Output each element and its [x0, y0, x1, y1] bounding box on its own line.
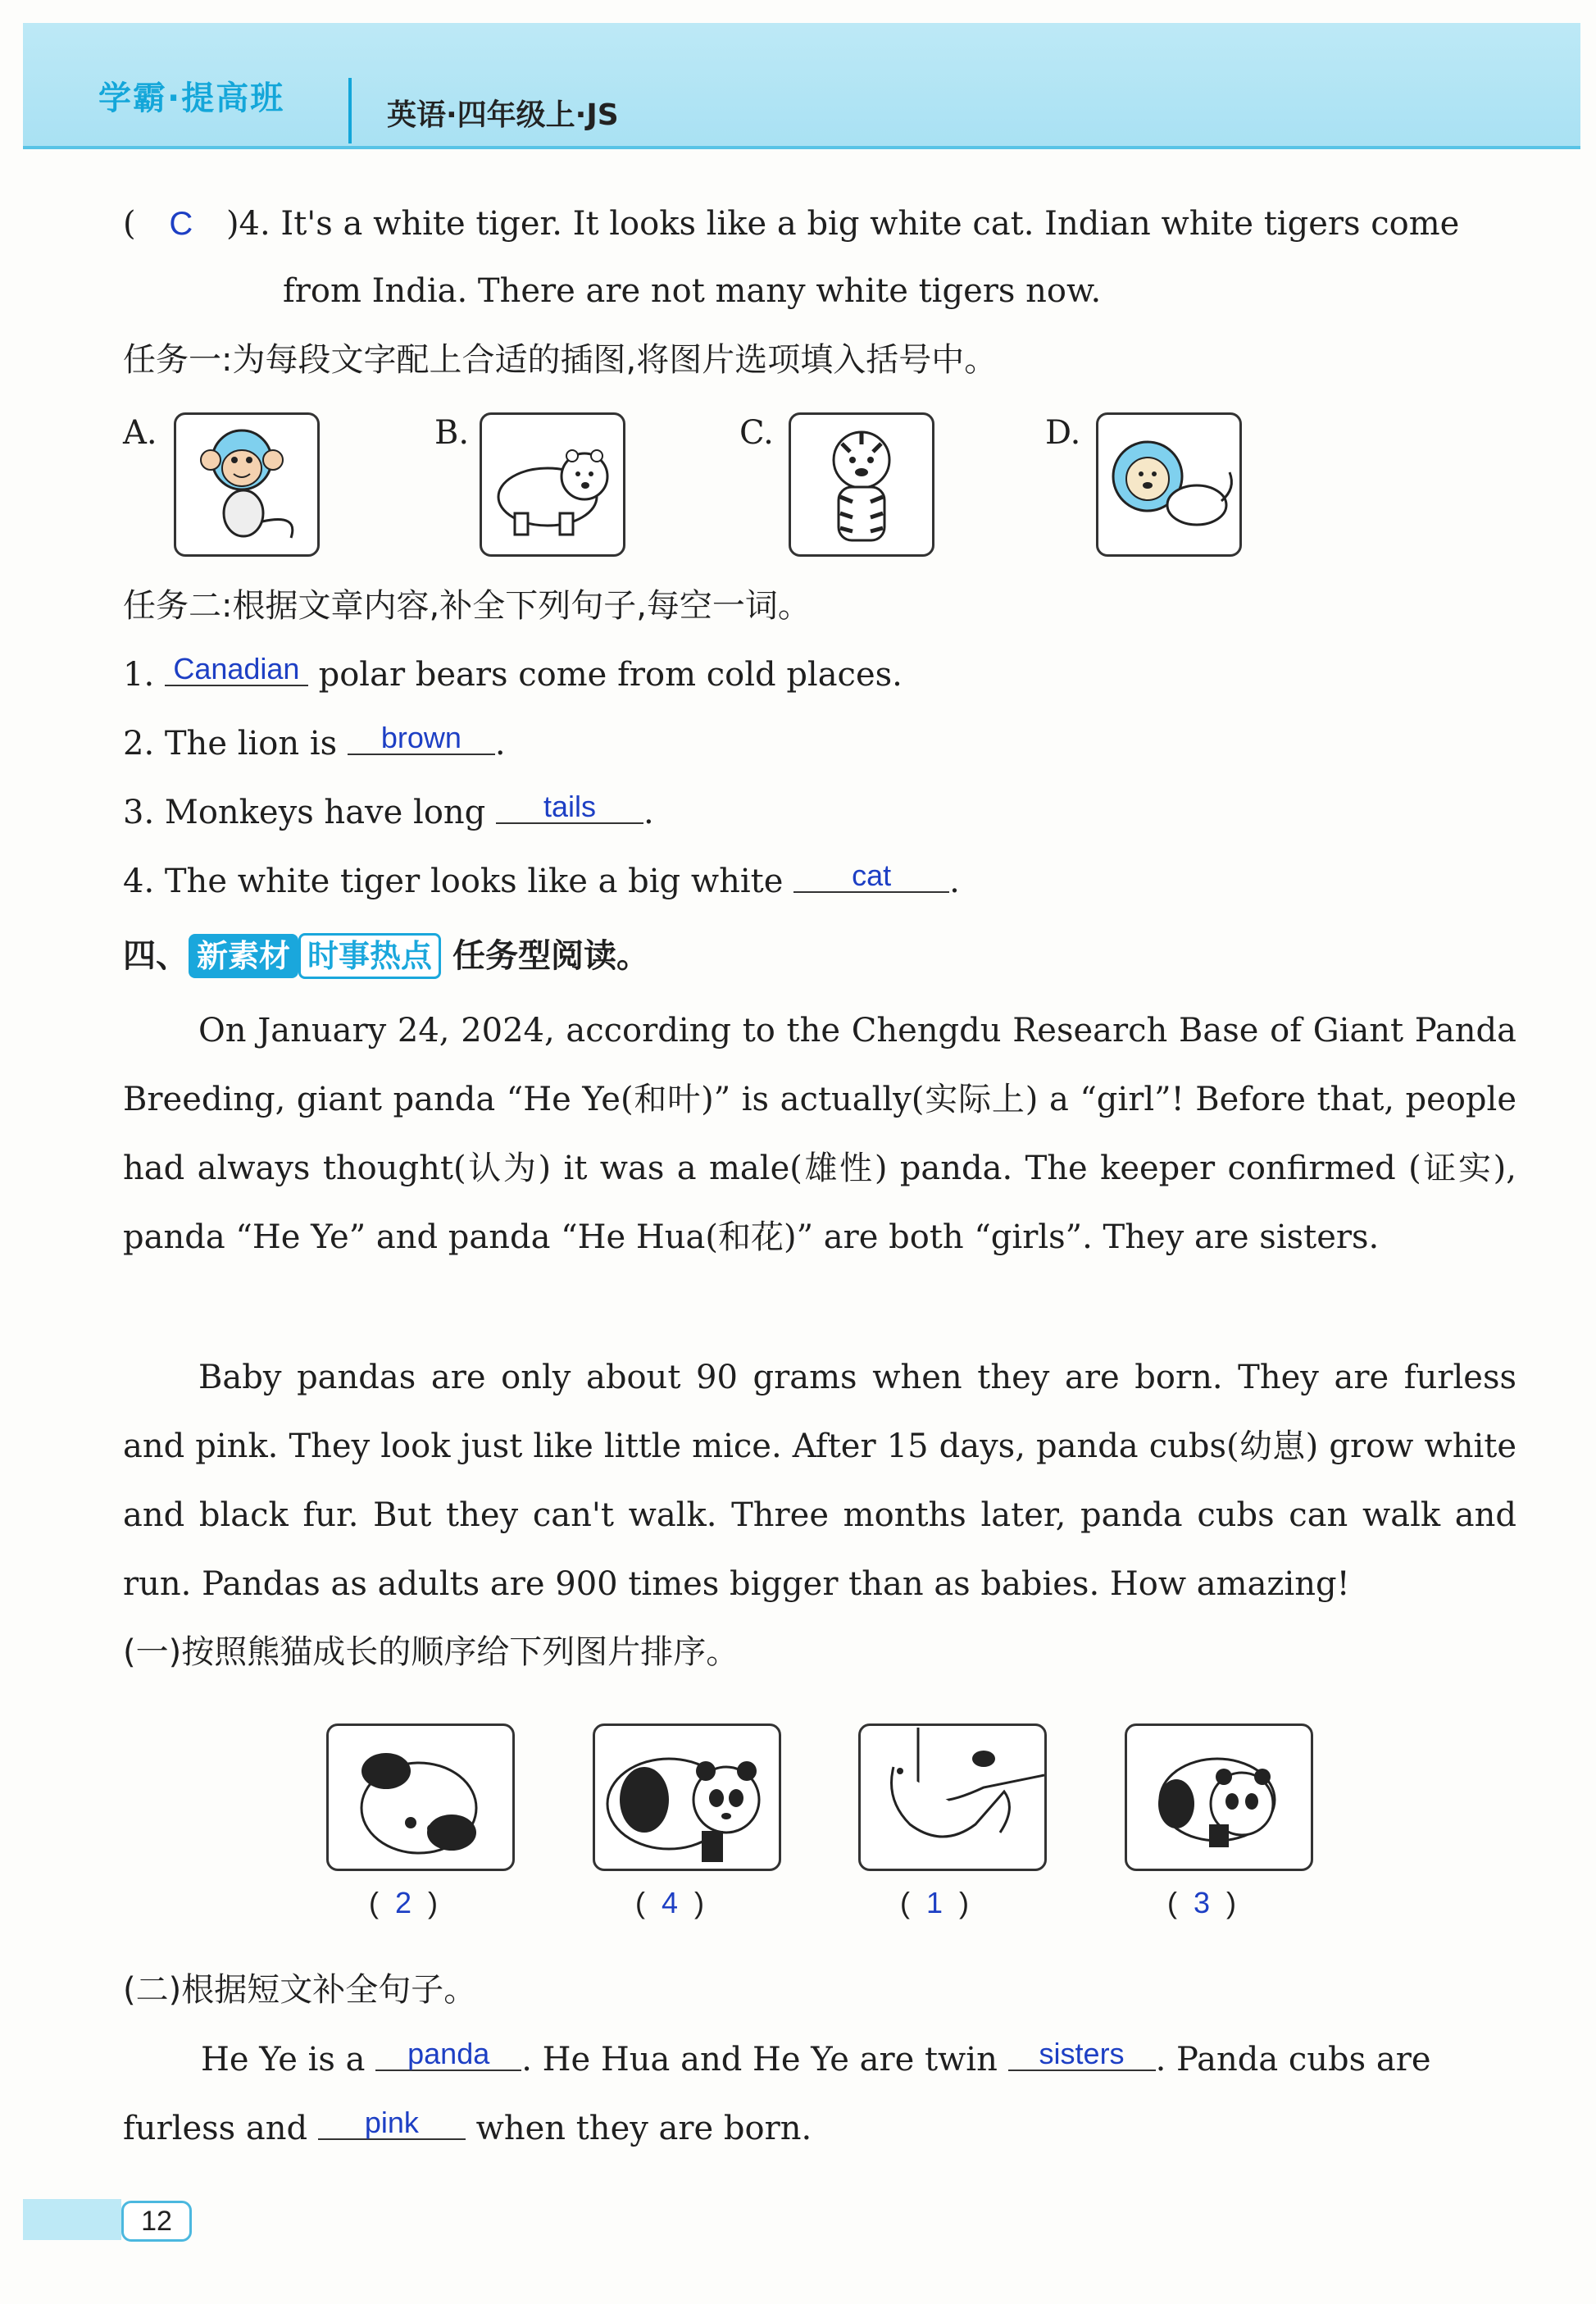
answer-blank: brown: [348, 717, 495, 755]
answer-blank: pink: [318, 2102, 466, 2140]
lion-icon: [1096, 412, 1242, 557]
page-number: 12: [121, 2201, 192, 2242]
option-c-label: C.: [739, 414, 774, 452]
order-slot-2: ( 4 ): [635, 1886, 705, 1919]
order-slot-3: ( 1 ): [900, 1886, 970, 1919]
monkey-icon: [174, 412, 320, 557]
reading-paragraph-1: On January 24, 2024, according to the Chengdu Research Base of Giant Panda Breeding, giant panda “He Ye(和叶)” is actually(实际上) a “girl”! Before that, people had always thought(认为) it was a male(雄性) panda. The keeper confirmed (证实), panda “He Ye” and panda “He Hua(和花)” are both “girls”. They are sisters.: [123, 1012, 1516, 1256]
brand-arrow-icon: [348, 78, 352, 143]
question-4-cont: from India. There are not many white tigers now.: [283, 272, 1102, 310]
option-a-label: A.: [123, 414, 157, 452]
answer-q4: C: [169, 206, 193, 242]
task1-title: 任务一:为每段文字配上合适的插图,将图片选项填入括号中。: [123, 341, 998, 379]
page-number-bar: [23, 2199, 121, 2240]
task2-item-1: 1. Canadian polar bears come from cold places.: [123, 654, 903, 695]
young-panda-icon: [1125, 1723, 1313, 1871]
part2-sentence-2: furless and pink when they are born.: [123, 2108, 812, 2149]
answer-blank: tails: [496, 786, 643, 824]
order-slot-4: ( 3 ): [1167, 1886, 1237, 1919]
task2-title: 任务二:根据文章内容,补全下列句子,每空一词。: [123, 587, 811, 625]
answer-blank: Canadian: [165, 649, 308, 686]
option-b-label: B.: [434, 414, 470, 452]
answer-blank: sisters: [1008, 2033, 1156, 2071]
subject-title: 英语·四年级上·JS: [387, 98, 619, 132]
newborn-panda-icon: [858, 1723, 1047, 1871]
part2-sentence-1: He Ye is a panda . He Hua and He Ye are twin sisters . Panda cubs are: [201, 2039, 1431, 2080]
adult-panda-icon: [593, 1723, 781, 1871]
task2-item-2: 2. The lion is brown .: [123, 723, 506, 764]
answer-blank: panda: [375, 2033, 521, 2071]
option-d-label: D.: [1045, 414, 1081, 452]
question-4: ( C )4. It's a white tiger. It looks like a big white cat. Indian white tigers come: [123, 205, 1460, 243]
task2-item-4: 4. The white tiger looks like a big white cat .: [123, 861, 960, 902]
polar-bear-icon: [480, 412, 625, 557]
new-material-tag: 新素材: [189, 934, 298, 978]
panda-cub-crawling-icon: [326, 1723, 515, 1871]
tiger-icon: [789, 412, 934, 557]
task2-item-3: 3. Monkeys have long tails .: [123, 792, 654, 833]
part2-title: (二)根据短文补全句子。: [123, 1971, 477, 2009]
part1-title: (一)按照熊猫成长的顺序给下列图片排序。: [123, 1633, 739, 1671]
answer-blank: cat: [793, 855, 949, 893]
section-4-title: 四、 新素材 时事热点 任务型阅读。: [123, 933, 649, 979]
reading-paragraph-2: Baby pandas are only about 90 grams when they are born. They are furless and pink. They look just like little mice. After 15 days, panda cubs(幼崽) grow white and black fur. But they can't walk. Three months later, panda cubs can walk and run. Pandas as adults are 900 times bigger than as babies. How amazing!: [123, 1359, 1516, 1603]
order-slot-1: ( 2 ): [369, 1886, 439, 1919]
brand-title: 学霸·提高班: [98, 80, 285, 117]
hot-topic-tag: 时事热点: [298, 933, 441, 979]
